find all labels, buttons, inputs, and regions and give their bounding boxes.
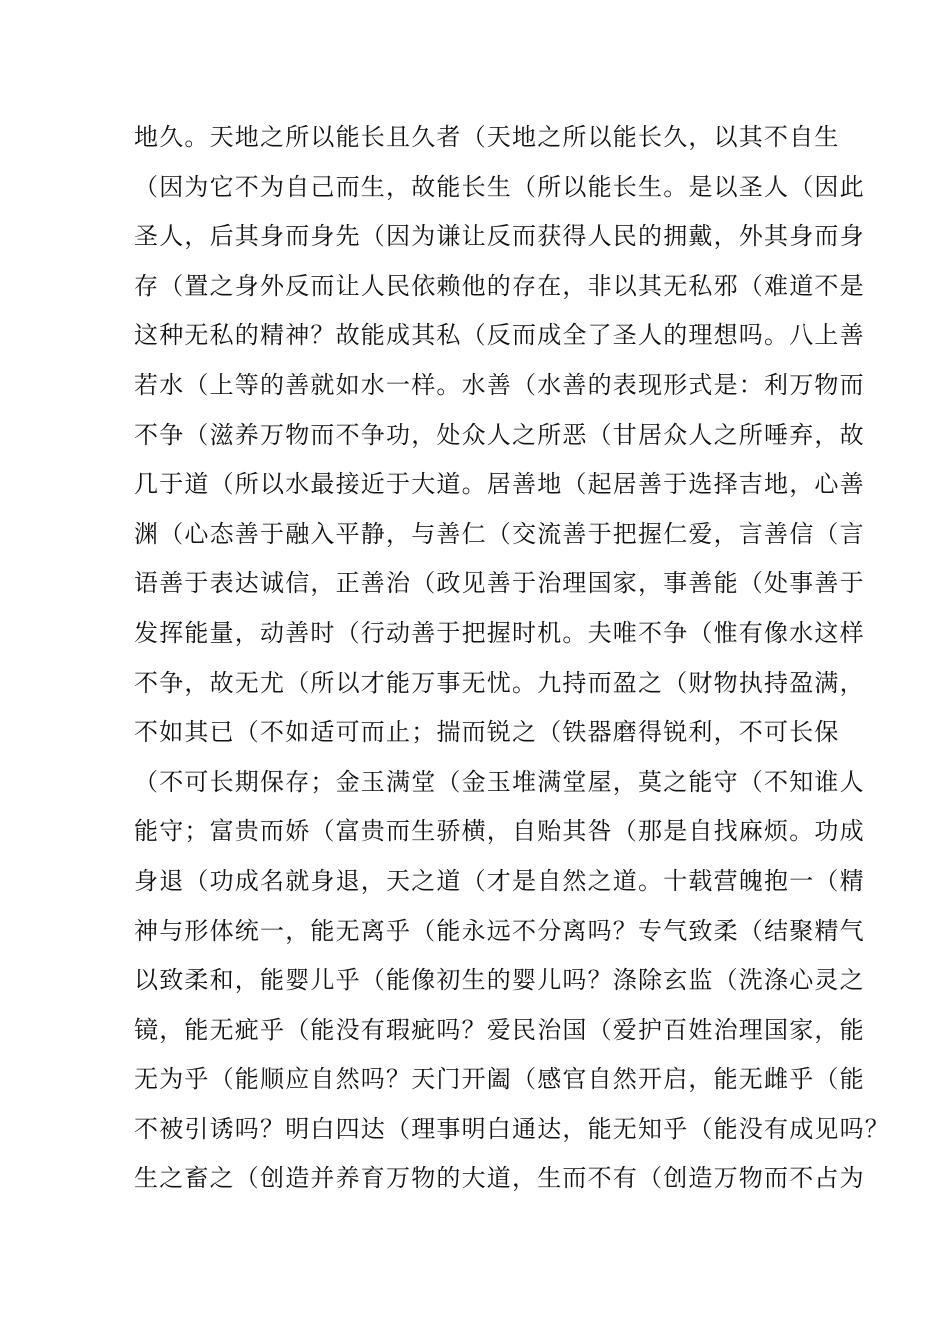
body-text [134,117,890,1208]
text-line: 不争（滋养万物而不争功，处众人之所恶（甘居众人之所唾弃，故 [134,420,865,449]
text-line: 镜，能无疵乎（能没有瑕疵吗？爱民治国（爱护百姓治理国家，能 [134,1015,865,1044]
text-line: 渊（心态善于融入平静，与善仁（交流善于把握仁爱，言善信（言 [134,519,865,548]
text-line: 不争，故无尤（所以才能万事无忧。九持而盈之（财物执持盈满， [134,668,865,697]
text-line: 无为乎（能顺应自然吗？天门开阖（感官自然开启，能无雌乎（能 [134,1065,865,1094]
text-line: 神与形体统一，能无离乎（能永远不分离吗？专气致柔（结聚精气 [134,916,865,945]
text-line: 地久。天地之所以能长且久者（天地之所以能长久，以其不自生 [134,123,840,151]
text-line: 存（置之身外反而让人民依赖他的存在，非以其无私邪（难道不是 [134,271,865,300]
text-line: 这种无私的精神？故能成其私（反而成全了圣人的理想吗。八上善 [134,321,865,350]
text-line: 以致柔和，能婴儿乎（能像初生的婴儿吗？涤除玄监（洗涤心灵之 [134,966,865,995]
text-line: 能守；富贵而娇（富贵而生骄横，自贻其咎（那是自找麻烦。功成 [134,817,865,846]
text-line: 圣人，后其身而身先（因为谦让反而获得人民的拥戴，外其身而身 [134,222,865,251]
text-line: （因为它不为自己而生，故能长生（所以能长生。是以圣人（因此 [134,172,865,201]
text-line: 若水（上等的善就如水一样。水善（水善的表现形式是：利万物而 [134,370,865,399]
text-line: 不被引诱吗？明白四达（理事明白通达，能无知乎（能没有成见吗？ [134,1114,890,1143]
text-line: 身退（功成名就身退，天之道（才是自然之道。十载营魄抱一（精 [134,866,865,895]
text-line: 语善于表达诚信，正善治（政见善于治理国家，事善能（处事善于 [134,569,865,598]
text-line: 不如其已（不如适可而止；揣而锐之（铁器磨得锐利，不可长保 [134,718,840,747]
text-line: 生之畜之（创造并养育万物的大道，生而不有（创造万物而不占为 [134,1164,865,1193]
text-line: 几于道（所以水最接近于大道。居善地（起居善于选择吉地，心善 [134,470,865,499]
text-line: 发挥能量，动善时（行动善于把握时机。夫唯不争（惟有像水这样 [134,618,865,647]
text-line: （不可长期保存；金玉满堂（金玉堆满堂屋，莫之能守（不知谁人 [134,767,865,796]
